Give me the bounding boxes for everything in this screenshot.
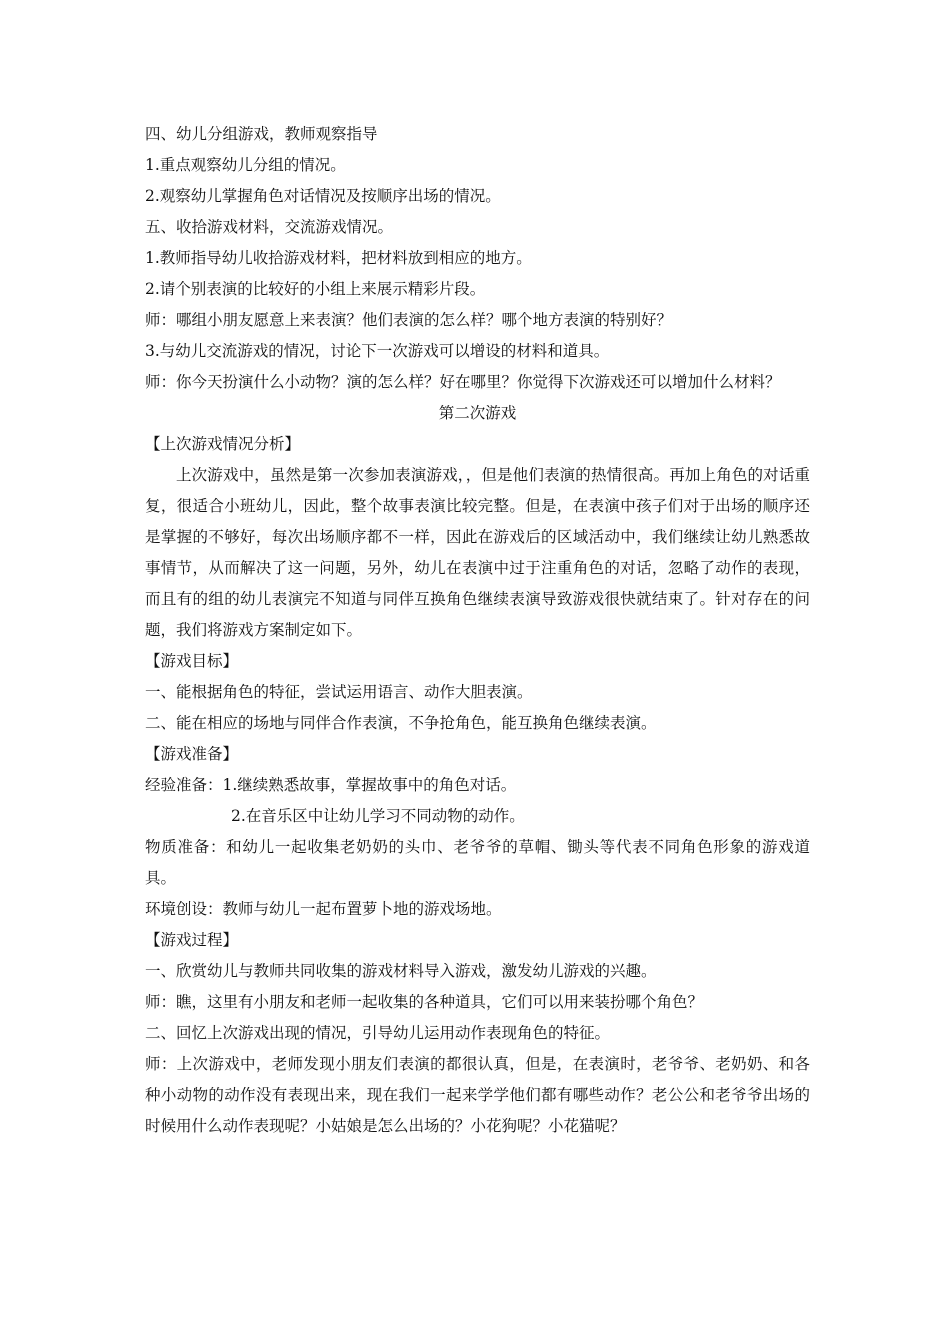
process-item: 二、回忆上次游戏出现的情况，引导幼儿运用动作表现角色的特征。 (145, 1024, 611, 1042)
document-page (145, 119, 810, 1142)
process-paragraph: 师：上次游戏中，老师发现小朋友们表演的都很认真，但是，在表演时，老爷爷、老奶奶、和各种小动物的动作没有表现出来，现在我们一起来学学他们都有哪些动作？老公公和老爷爷出场的时候用什么动作表现呢？小姑娘是怎么出场的？小花狗呢？小花猫呢？ (145, 1055, 810, 1135)
text-line: 师：哪组小朋友愿意上来表演？他们表演的怎么样？哪个地方表演的特别好？ (145, 311, 673, 329)
section-title: 第二次游戏 (438, 404, 517, 422)
prep-material: 物质准备：和幼儿一起收集老奶奶的头巾、老爷爷的草帽、锄头等代表不同角色形象的游戏道具。 (145, 838, 810, 887)
prep-environment: 环境创设：教师与幼儿一起布置萝卜地的游戏场地。 (145, 900, 502, 918)
goal-item: 二、能在相应的场地与同伴合作表演，不争抢角色，能互换角色继续表演。 (145, 714, 657, 732)
text-line: 1.重点观察幼儿分组的情况。 (145, 156, 346, 174)
text-line: 3.与幼儿交流游戏的情况，讨论下一次游戏可以增设的材料和道具。 (145, 342, 610, 360)
analysis-heading: 【上次游戏情况分析】 (145, 435, 301, 453)
process-item: 一、欣赏幼儿与教师共同收集的游戏材料导入游戏，激发幼儿游戏的兴趣。 (145, 962, 657, 980)
prep-heading: 【游戏准备】 (145, 745, 239, 763)
text-line: 四、幼儿分组游戏，教师观察指导 (145, 125, 378, 143)
goal-item: 一、能根据角色的特征，尝试运用语言、动作大胆表演。 (145, 683, 533, 701)
process-heading: 【游戏过程】 (145, 931, 239, 949)
text-line: 2.观察幼儿掌握角色对话情况及按顺序出场的情况。 (145, 187, 501, 205)
analysis-paragraph: 上次游戏中，虽然是第一次参加表演游戏，，但是他们表演的热情很高。再加上角色的对话重复，很适合小班幼儿，因此，整个故事表演比较完整。但是，在表演中孩子们对于出场的顺序还是掌握的不够好，每次出场顺序都不一样，因此在游戏后的区域活动中，我们继续让幼儿熟悉故事情节，从而解决了这一问题，另外，幼儿在表演中过于注重角色的对话，忽略了动作的表现，而且有的组的幼儿表演完不知道与同伴互换角色继续表演导致游戏很快就结束了。针对存在的问题，我们将游戏方案制定如下。 (145, 466, 810, 639)
text-line: 2.请个别表演的比较好的小组上来展示精彩片段。 (145, 280, 486, 298)
prep-experience: 2.在音乐区中让幼儿学习不同动物的动作。 (231, 807, 525, 825)
prep-experience: 经验准备：1.继续熟悉故事，掌握故事中的角色对话。 (145, 776, 517, 794)
text-line: 五、收拾游戏材料，交流游戏情况。 (145, 218, 394, 236)
process-item: 师：瞧，这里有小朋友和老师一起收集的各种道具，它们可以用来装扮哪个角色？ (145, 993, 704, 1011)
goals-heading: 【游戏目标】 (145, 652, 239, 670)
text-line: 师：你今天扮演什么小动物？演的怎么样？好在哪里？你觉得下次游戏还可以增加什么材料？ (145, 373, 781, 391)
text-line: 1.教师指导幼儿收拾游戏材料，把材料放到相应的地方。 (145, 249, 532, 267)
